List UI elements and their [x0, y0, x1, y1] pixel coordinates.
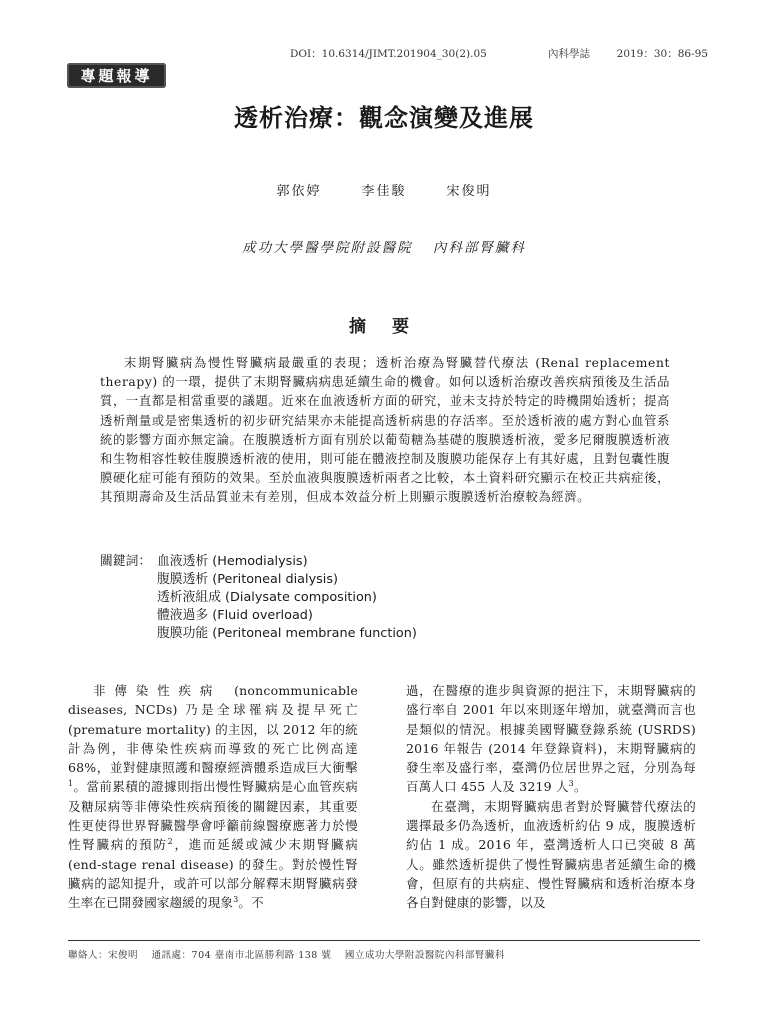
- citation-ref[interactable]: 3: [568, 779, 574, 789]
- body-paragraph: 在臺灣，末期腎臟病患者對於腎臟替代療法的選擇最多仍為透析，血液透析約佔 9 成，腹膜透析約佔 1 成。2016 年，臺灣透析人口已突破 8 萬人。雖然透析提供了慢性腎臟病患者延續生命的機會，但原有的共病症、慢性腎臟病和透析治療本身各自對健康的影響，以及: [406, 798, 696, 911]
- keywords-block: [100, 553, 660, 643]
- footer-contact: 聯絡人：宋俊明: [68, 950, 139, 961]
- body-column-left: [68, 681, 358, 913]
- keyword-item: 體液過多 (Fluid overload): [157, 608, 313, 623]
- affiliation-department: 內科部腎臟科: [432, 240, 526, 256]
- footer-divider: [68, 940, 700, 941]
- volume-info: 2019：30：86-95: [616, 48, 708, 60]
- affiliation-institution: 成功大學醫學院附設醫院: [242, 240, 413, 256]
- body-paragraph: 過，在醫療的進步與資源的挹注下，末期腎臟病的盛行率自 2001 年以來則逐年增加，就臺灣而言也是類似的情況。根據美國腎臟登錄系統 (USRDS) 2016 年報告 (2014 年登錄資料)，末期腎臟病的發生率及盛行率，臺灣仍位居世界之冠，分別為每百萬人口 455 人及 3219 人$^3$。: [406, 683, 696, 795]
- citation-ref[interactable]: 2: [167, 837, 173, 847]
- keyword-item: 透析液組成 (Dialysate composition): [157, 590, 377, 605]
- section-badge: 專題報導: [67, 63, 166, 88]
- abstract-heading: 摘 要: [349, 317, 419, 337]
- citation-ref[interactable]: 3: [233, 895, 239, 905]
- keyword-item: 腹膜功能 (Peritoneal membrane function): [157, 626, 417, 641]
- footer-institution: 國立成功大學附設醫院內科部腎臟科: [344, 950, 505, 961]
- abstract-text: 末期腎臟病為慢性腎臟病最嚴重的表現；透析治療為腎臟替代療法 (Renal replacement therapy) 的一環，提供了末期腎臟病病患延續生命的機會。如何以透析治療改善疾病預後及生活品質，一直都是相當重要的議題。近來在血液透析方面的研究，並未支持於特定的時機開始透析；提高透析劑量或是密集透析的初步研究結果亦未能提高透析病患的存活率。至於透析液的處方對心血管系統的影響方面亦無定論。在腹膜透析方面有別於以葡萄糖為基礎的腹膜透析液，愛多尼爾腹膜透析液和生物相容性較佳腹膜透析液的使用，則可能在體液控制及腹膜功能保存上有其好處，且對包囊性腹膜硬化症可能有預防的效果。至於血液與腹膜透析兩者之比較，本土資料研究顯示在校正共病症後，其預期壽命及生活品質並未有差別，但成本效益分析上則顯示腹膜透析治療較為經濟。: [100, 356, 670, 505]
- footer-address: 通訊處：704 臺南市北區勝利路 138 號: [151, 950, 332, 961]
- keywords-label: 關鍵詞：: [100, 554, 152, 569]
- author-list: [0, 180, 768, 199]
- article-title: 透析治療：觀念演變及進展: [234, 103, 534, 132]
- body-paragraph: 非傳染性疾病 (noncommunicable diseases, NCDs) 乃是全球罹病及提早死亡 (premature mortality) 的主因，以 2012 年的統計為例，非傳染性疾病而導致的死亡比例高達 68%，並對健康照護和醫療經濟體系造成巨大衝擊$^1$。當前累積的證據則指出慢性腎臟病是心血管疾病及糖尿病等非傳染性疾病預後的關鍵因素，其重要性更使得世界腎臟醫學會呼籲前線醫療應著力於慢性腎臟病的預防$^2$，進而延緩或減少末期腎臟病 (end-stage renal disease) 的發生。對於慢性腎臟病的認知提升，或許可以部分解釋末期腎臟病發生率在已開發國家趨緩的現象$^3$。不: [68, 683, 359, 911]
- body-column-right: [406, 681, 696, 913]
- author-name: 宋俊明: [446, 184, 492, 199]
- author-name: 李佳駿: [361, 184, 407, 199]
- correspondence-footer: [68, 947, 708, 961]
- citation-ref[interactable]: 1: [68, 779, 74, 789]
- keyword-item: 腹膜透析 (Peritoneal dialysis): [157, 572, 339, 587]
- keyword-item: 血液透析 (Hemodialysis): [157, 554, 308, 569]
- affiliation: [0, 236, 768, 256]
- doi-text: DOI：10.6314/JIMT.201904_30(2).05: [290, 48, 487, 60]
- journal-name: 內科學誌: [548, 48, 590, 60]
- author-name: 郭依婷: [276, 184, 322, 199]
